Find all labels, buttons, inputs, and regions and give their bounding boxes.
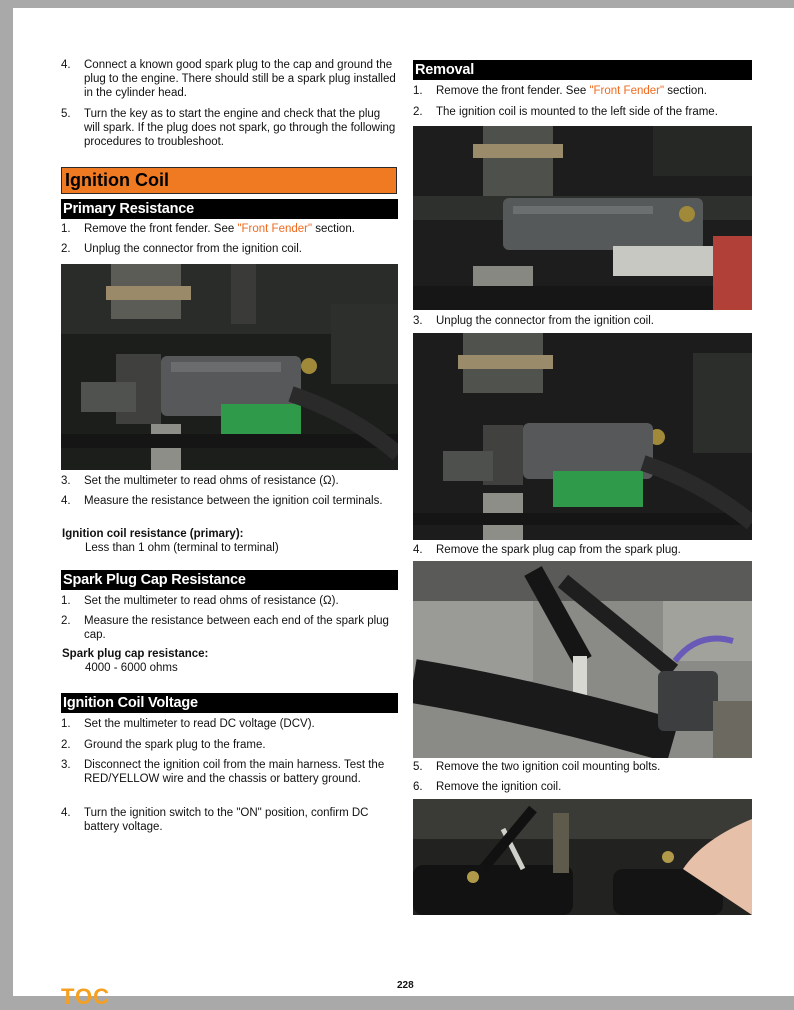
step-number: 4. — [61, 807, 71, 819]
removal-step-1 — [413, 84, 752, 98]
step-number: 1. — [413, 85, 423, 97]
primary-step-2 — [61, 242, 398, 256]
spec-label: Ignition coil resistance (primary): — [62, 528, 244, 540]
step-number: 2. — [61, 243, 71, 255]
manual-page — [13, 8, 794, 1009]
step-text — [436, 84, 752, 98]
step-text — [84, 222, 398, 236]
step-number: 2. — [61, 739, 71, 751]
removal-step-5 — [413, 760, 752, 774]
step-number: 3. — [413, 315, 423, 327]
step-text-pre: Remove the front fender. See — [84, 223, 238, 235]
removal-step-4 — [413, 543, 752, 557]
step-text: Remove the two ignition coil mounting bolts. — [436, 761, 661, 773]
step-text: Turn the ignition switch to the "ON" position, confirm DC battery voltage. — [84, 807, 369, 833]
spec-label: Spark plug cap resistance: — [62, 648, 209, 660]
subheading-removal: Removal — [413, 60, 752, 80]
step-number: 1. — [61, 595, 71, 607]
removal-step-6 — [413, 780, 752, 794]
step-text: Measure the resistance between each end of the spark plug cap. — [84, 615, 389, 641]
step-text: The ignition coil is mounted to the left side of the frame. — [436, 106, 718, 118]
cap-step-2 — [61, 614, 398, 642]
front-fender-link[interactable]: "Front Fender" — [237, 223, 313, 235]
removal-step-2 — [413, 105, 752, 119]
primary-step-4 — [61, 494, 398, 522]
step-text-post: section. — [664, 85, 707, 97]
step-number: 4. — [61, 495, 71, 507]
subheading-spark-plug-cap: Spark Plug Cap Resistance — [61, 570, 398, 590]
removal-step-3 — [413, 314, 752, 328]
step-number: 2. — [413, 106, 423, 118]
step-text: Remove the ignition coil. — [436, 781, 562, 793]
intro-step-5 — [61, 107, 398, 151]
ignition-coil-mounted-photo — [413, 126, 752, 310]
voltage-step-1 — [61, 717, 398, 731]
spark-plug-cap-photo — [413, 561, 752, 758]
spec-value: Less than 1 ohm (terminal to terminal) — [85, 542, 279, 554]
primary-step-3 — [61, 474, 398, 488]
step-text: Remove the spark plug cap from the spark plug. — [436, 544, 681, 556]
section-title-ignition-coil: Ignition Coil — [61, 167, 397, 194]
subheading-primary-resistance: Primary Resistance — [61, 199, 398, 219]
primary-step-1 — [61, 222, 398, 236]
step-number: 5. — [413, 761, 423, 773]
step-number: 4. — [61, 59, 71, 71]
spec-value: 4000 - 6000 ohms — [85, 662, 178, 674]
step-number: 1. — [61, 718, 71, 730]
intro-step-4 — [61, 58, 398, 102]
step-text: Turn the key as to start the engine and check that the plug will spark. If the plug does not spark, go through the following procedures to troubleshoot. — [84, 108, 396, 148]
step-text: Unplug the connector from the ignition coil. — [84, 243, 302, 255]
step-number: 3. — [61, 475, 71, 487]
ignition-coil-unplugged-photo — [413, 333, 752, 540]
step-number: 6. — [413, 781, 423, 793]
step-text: Set the multimeter to read ohms of resistance (Ω). — [84, 595, 339, 607]
voltage-step-3 — [61, 758, 398, 800]
step-number: 4. — [413, 544, 423, 556]
voltage-step-4 — [61, 806, 398, 834]
step-text: Ground the spark plug to the frame. — [84, 739, 266, 751]
step-text: Connect a known good spark plug to the cap and ground the plug to the engine. There should still be a spark plug installed in the cylinder head. — [84, 59, 396, 99]
step-number: 3. — [61, 759, 71, 771]
cap-step-1 — [61, 594, 398, 608]
ignition-coil-connector-photo — [61, 264, 398, 470]
step-text: Set the multimeter to read DC voltage (DCV). — [84, 718, 315, 730]
step-number: 1. — [61, 223, 71, 235]
step-text: Unplug the connector from the ignition coil. — [436, 315, 654, 327]
page-number: 228 — [397, 980, 414, 991]
toc-link[interactable]: TOC — [61, 984, 111, 1009]
step-text-post: section. — [312, 223, 355, 235]
front-fender-link[interactable]: "Front Fender" — [589, 85, 665, 97]
step-text: Set the multimeter to read ohms of resistance (Ω). — [84, 475, 339, 487]
step-number: 2. — [61, 615, 71, 627]
step-text: Disconnect the ignition coil from the main harness. Test the RED/YELLOW wire and the chassis or battery ground. — [84, 759, 385, 785]
mounting-bolts-removal-photo — [413, 799, 752, 915]
step-text-pre: Remove the front fender. See — [436, 85, 590, 97]
step-number: 5. — [61, 108, 71, 120]
voltage-step-2 — [61, 738, 398, 752]
step-text: Measure the resistance between the ignition coil terminals. — [84, 495, 383, 507]
subheading-ignition-coil-voltage: Ignition Coil Voltage — [61, 693, 398, 713]
